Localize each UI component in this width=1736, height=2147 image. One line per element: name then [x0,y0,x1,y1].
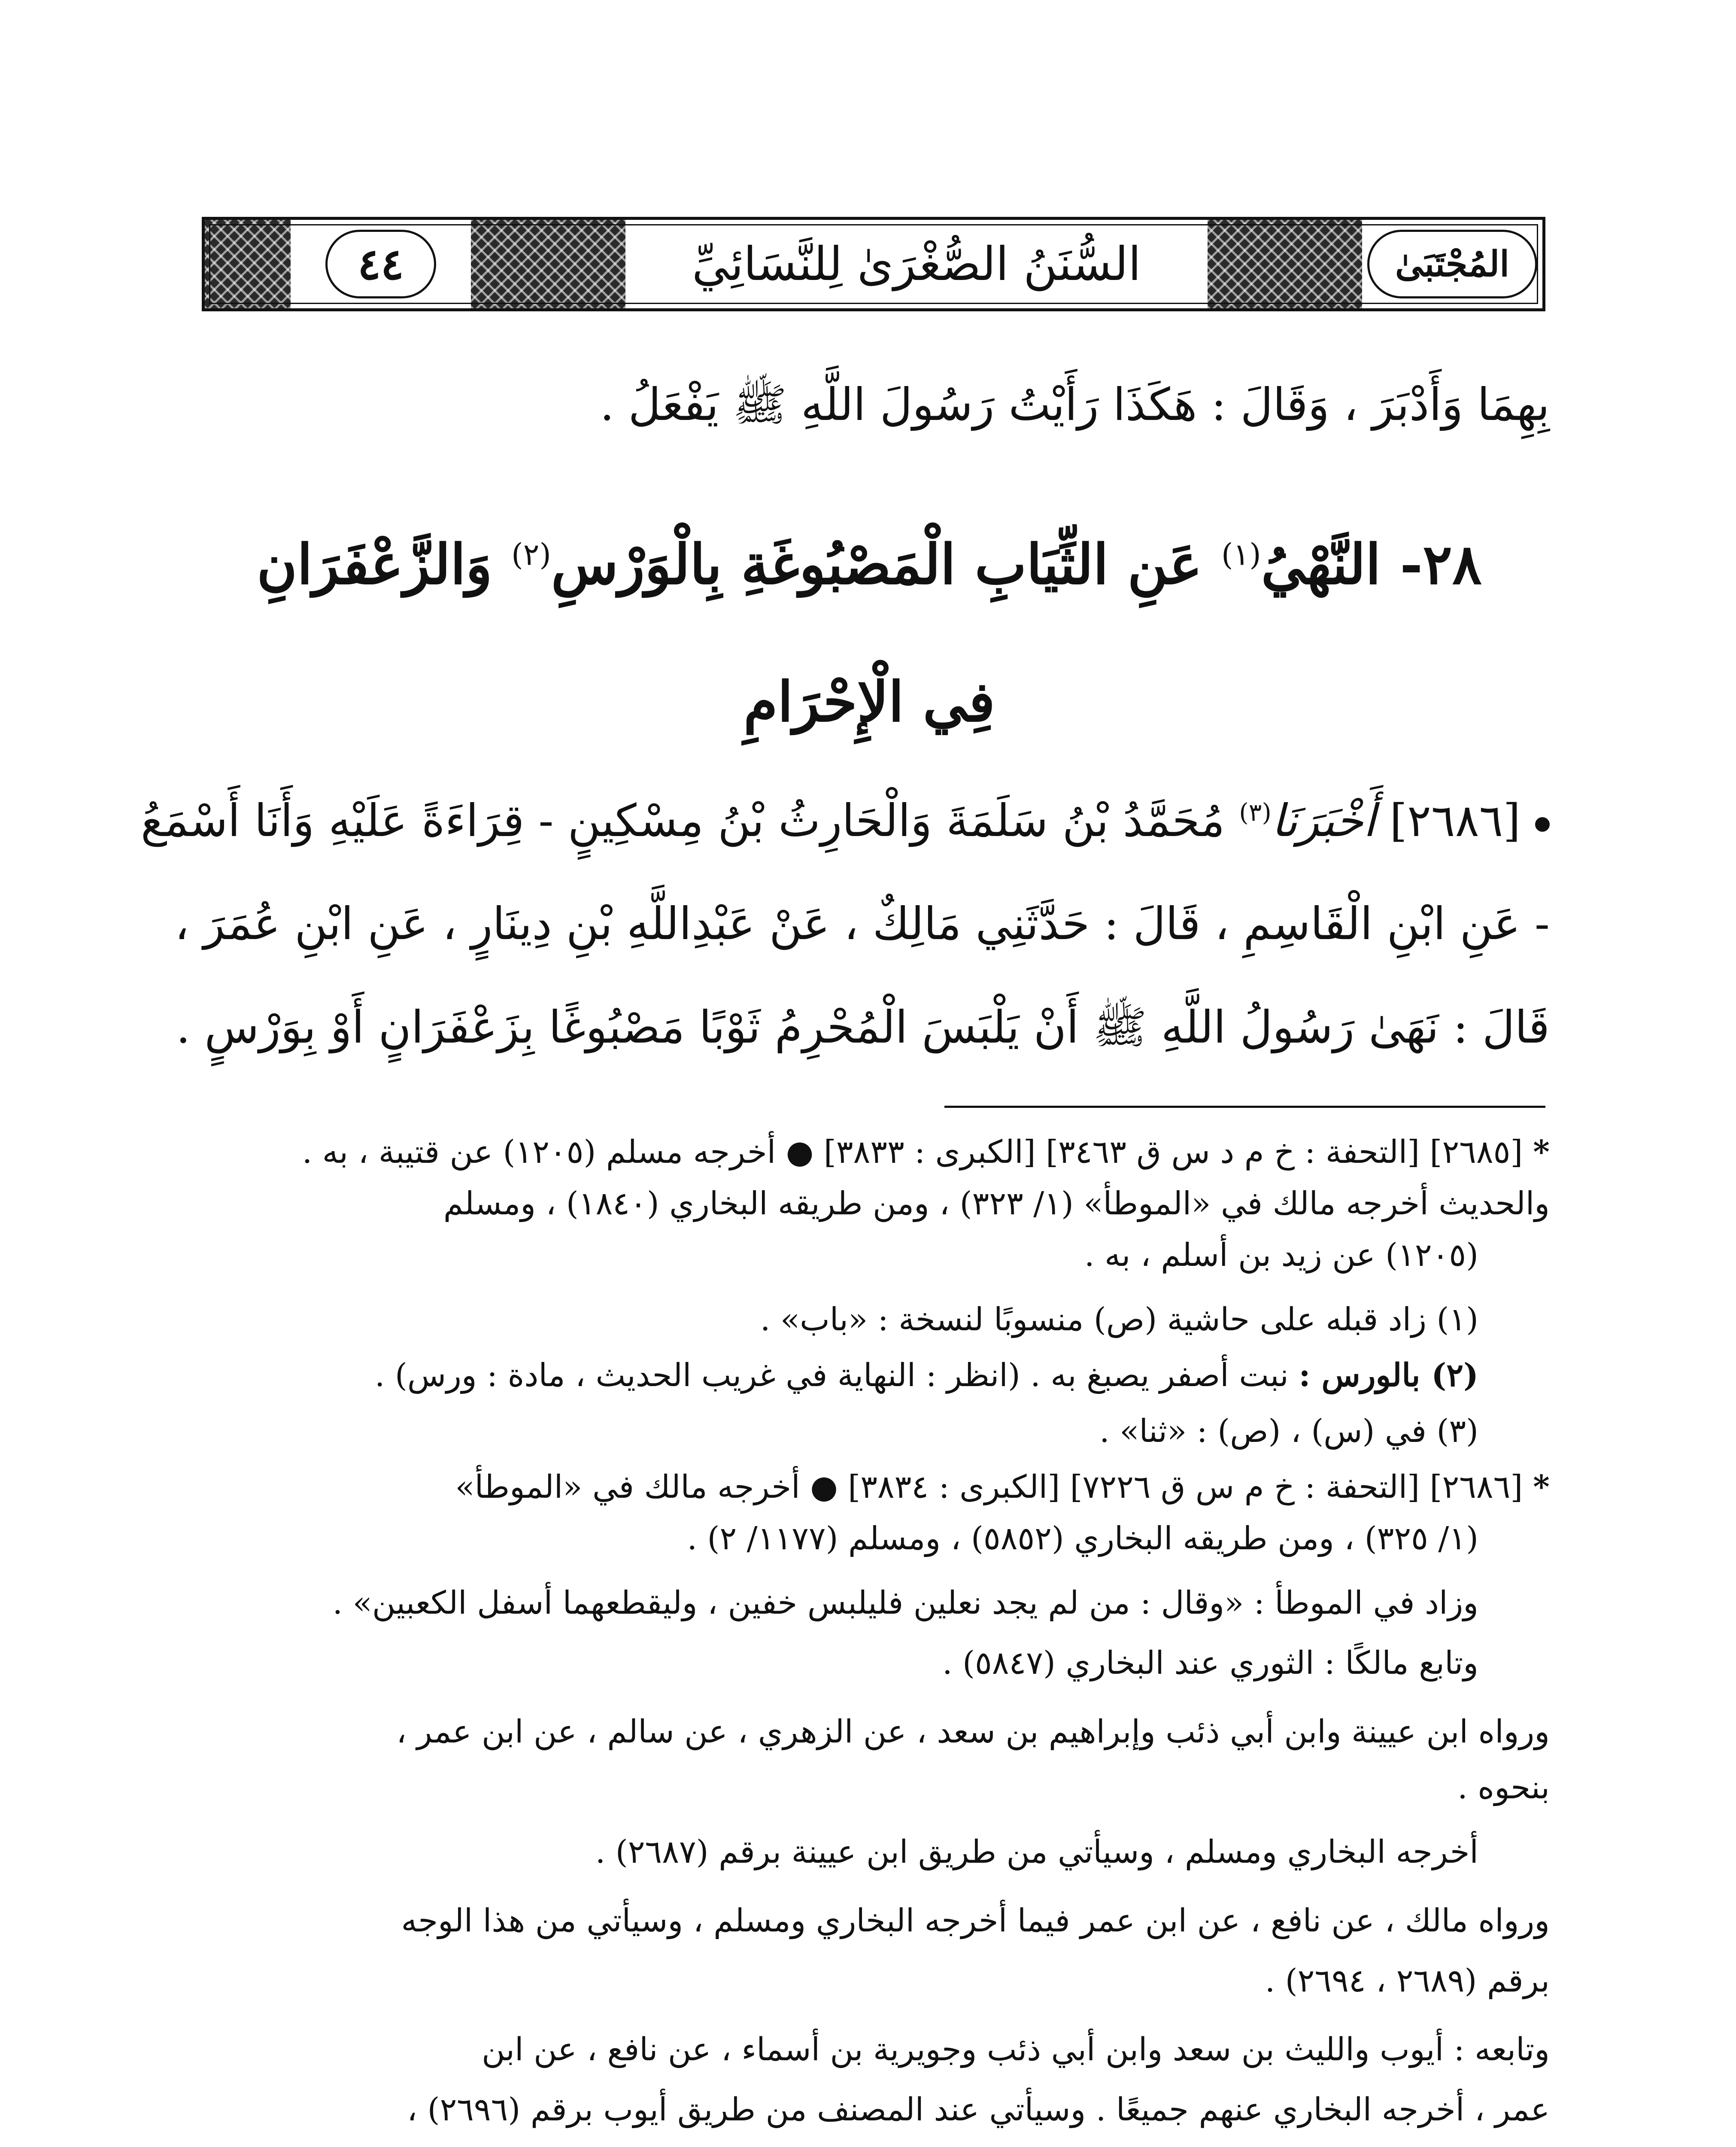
footnote-2 [189,1357,1478,1394]
note-2686-line-8: ورواه مالك ، عن نافع ، عن ابن عمر فيما أخرجه البخاري ومسلم ، وسيأتي من هذا الوجه [401,1902,1550,1939]
ornament-right [1208,220,1362,308]
footnote-2-label: (٢) بالورس : [1299,1357,1478,1394]
note-2686-line-10: وتابعه : أيوب والليث بن سعد وابن أبي ذئب وجويرية بن أسماء ، عن نافع ، عن ابن [482,2031,1550,2068]
page-number: ٤٤ [325,230,436,298]
page-header [202,217,1545,311]
footnote-1: (١) زاد قبله على حاشية (ص) منسوبًا لنسخة : «باب» . [760,1301,1478,1338]
page-number-cartouche [291,220,471,308]
book-subtitle-cartouche [1362,220,1542,308]
continuation-line: بِهِمَا وَأَدْبَرَ ، وَقَالَ : هَكَذَا رَأَيْتُ رَسُولَ اللَّهِ ﷺ يَفْعَلُ . [600,378,1550,431]
hadith-verb: أَخْبَرَنَا [1271,794,1376,847]
note-2686-line-1 [189,1469,1550,1505]
chapter-heading-line2: فِي الْإِحْرَامِ [744,670,995,734]
note-2685-line-2: والحديث أخرجه مالك في «الموطأ» (١/ ٣٢٣) ، ومن طريقه البخاري (١٨٤٠) ، ومسلم [443,1185,1550,1222]
hadith-number: [٢٦٨٦] [1390,794,1521,847]
note-2686-line-5: ورواه ابن عيينة وابن أبي ذئب وإبراهيم بن سعد ، عن الزهري ، عن سالم ، عن ابن عمر ، [396,1713,1550,1750]
chapter-title-part2: عَنِ الثِّيَابِ الْمَصْبُوغَةِ بِالْوَرْسِ [551,532,1202,597]
note-2686-line-3: وزاد في الموطأ : «وقال : من لم يجد نعلين فليلبس خفين ، وليقطعهما أسفل الكعبين» . [332,1584,1478,1621]
note-2686-line-4: وتابع مالكًا : الثوري عند البخاري (٥٨٤٧) . [942,1645,1478,1682]
hadith-line-1 [140,794,1550,847]
note-2686-line-6: بنحوه . [1457,1769,1550,1806]
note-2686-line-11: عمر ، أخرجه البخاري عنهم جميعًا . وسيأتي عند المصنف من طريق أيوب برقم (٢٦٩٦) ، [407,2091,1550,2128]
chapter-number: ٢٨- [1400,532,1482,597]
footnote-3: (٣) في (س) ، (ص) : «ثنا» . [1099,1413,1478,1450]
running-title: السُّنَنُ الصُّغْرَىٰ لِلنَّسَائِيِّ [692,237,1141,291]
note-2686-line-9: برقم (٢٦٨٩ ، ٢٦٩٤) . [1265,1962,1550,1999]
hadith-line-1-text: مُحَمَّدُ بْنُ سَلَمَةَ وَالْحَارِثُ بْنُ مِسْكِينٍ - قِرَاءَةً عَلَيْهِ وَأَنَا أَسْمَعُ [140,794,1225,847]
star-icon: * [1533,1469,1550,1505]
footnote-ref-2: (٢) [511,537,551,572]
note-2685-line-3: (١٢٠٥) عن زيد بن أسلم ، به . [1084,1237,1478,1274]
ornament-left [205,220,291,308]
ornament-center [471,220,625,308]
note-2685-text: [٢٦٨٥] [التحفة : خ م د س ق ٣٤٦٣] [الكبرى : ٣٨٣٣] ● أخرجه مسلم (١٢٠٥) عن قتيبة ، به . [302,1134,1523,1171]
footnote-2-text: نبت أصفر يصبغ به . (انظر : النهاية في غريب الحديث ، مادة : ورس) . [374,1357,1289,1394]
star-icon: * [1533,1134,1550,1171]
footnote-ref-1: (١) [1221,537,1261,572]
note-2686-text: [٢٦٨٦] [التحفة : خ م س ق ٧٢٢٦] [الكبرى : ٣٨٣٤] ● أخرجه مالك في «الموطأ» [455,1469,1523,1505]
chapter-heading-line1 [189,532,1550,597]
note-2686-line-7: أخرجه البخاري ومسلم ، وسيأتي من طريق ابن عيينة برقم (٢٦٨٧) . [595,1834,1478,1870]
book-subtitle: المُجْتَبَىٰ [1367,230,1537,298]
hadith-line-2: - عَنِ ابْنِ الْقَاسِمِ ، قَالَ : حَدَّثَنِي مَالِكٌ ، عَنْ عَبْدِاللَّهِ بْنِ دِينَارٍ ، عَنِ ابْنِ عُمَرَ ، [174,897,1550,950]
hadith-line-3: قَالَ : نَهَىٰ رَسُولُ اللَّهِ ﷺ أَنْ يَلْبَسَ الْمُحْرِمُ ثَوْبًا مَصْبُوغًا بِزَعْفَرَانٍ أَوْ بِوَرْسٍ . [176,1001,1550,1053]
bullet-icon [1535,817,1550,832]
note-2686-line-2: (١/ ٣٢٥) ، ومن طريقه البخاري (٥٨٥٢) ، ومسلم (١١٧٧/ ٢) . [687,1520,1478,1557]
note-2685-line-1 [189,1134,1550,1171]
chapter-title-part3: وَالزَّعْفَرَانِ [257,532,492,597]
chapter-title-part1: النَّهْيُ [1261,532,1381,597]
footnote-separator [944,1106,1545,1108]
footnote-ref-3: (٣) [1239,798,1272,827]
